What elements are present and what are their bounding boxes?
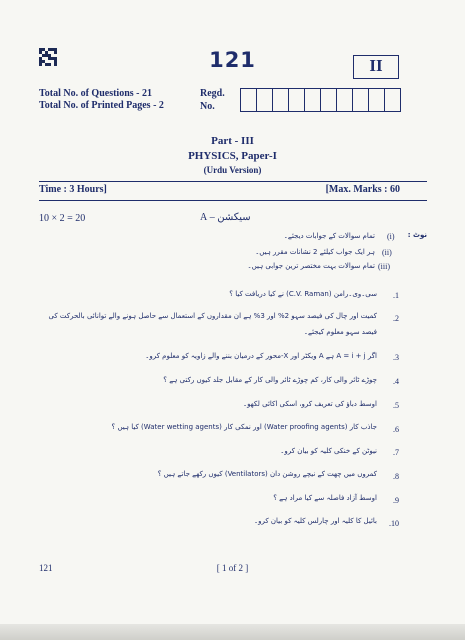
regd-digit-box[interactable] [368,88,385,112]
regd-number-boxes[interactable] [241,88,401,112]
question-text: اگر A = i + j ہے A ویکٹر اور X-محور کے درمیان بننے والے زاویہ کو معلوم کرو۔ [145,352,377,360]
question-number: .4 [393,377,399,386]
paper-number-box [353,55,399,79]
note-text: تمام سوالات کے جوابات دیجئے۔ [283,232,375,240]
page-number: [ 1 of 2 ] [216,563,249,573]
footer-code: 121 [39,563,53,573]
question-number: .2 [393,314,399,323]
question-text: چوڑے ٹائر والی کار، کم چوڑے ٹائر والی کار کے مقابل جلد کیوں رکتی ہے ؟ [163,376,377,384]
regd-digit-box[interactable] [336,88,353,112]
regd-digit-box[interactable] [288,88,305,112]
question-text: فیصد سہو معلوم کیجئے۔ [303,328,377,336]
question-number: .5 [393,401,399,410]
paper-code: 121 [209,48,256,72]
regd-digit-box[interactable] [304,88,321,112]
question-number: .7 [393,448,399,457]
question-number: .10 [389,519,399,528]
bottom-rule [39,200,427,201]
regd-digit-box[interactable] [320,88,337,112]
regd-digit-box[interactable] [256,88,273,112]
top-rule [39,181,427,182]
question-number: .6 [393,425,399,434]
question-text: سی۔وی۔رامن (C.V. Raman) نے کیا دریافت کیا ؟ [229,290,377,298]
question-text: اوسط دباؤ کی تعریف کرو، اسکی اکائی لکھو۔ [242,400,377,408]
question-number: .3 [393,353,399,362]
version-title: (Urdu Version) [203,165,262,175]
question-text: جاذب کار (Water proofing agents) اور نمکی کار (Water wetting agents) کیا ہیں ؟ [111,423,377,431]
note-num: (i) [387,232,395,241]
question-text: نیوٹن کے خنکی کلیہ کو بیان کرو۔ [280,447,377,455]
subject-title: PHYSICS, Paper-I [188,150,277,162]
note-label: نوٹ : [407,231,427,239]
section-label: سیکشن – A [200,212,251,223]
max-marks: [Max. Marks : 60 [325,184,400,195]
question-text: کمیت اور چال کی فیصد سہو 2% اور 3% ہے ان مقداروں کے استعمال سے حاصل ہونے والے توانائی بالحرکت کی [48,312,377,320]
question-number: .8 [393,472,399,481]
regd-label-block [200,87,225,113]
note-text: ہر ایک جواب کیلئے 2 نشانات مقرر ہیں۔ [255,248,375,256]
note-text: تمام سوالات بہت مختصر ترین جوابی ہیں۔ [247,262,375,270]
regd-no-label: No. [200,101,215,112]
question-text: اوسط آزاد فاصلہ سے کیا مراد ہے ؟ [273,494,377,502]
total-pages: Total No. of Printed Pages - 2 [39,100,164,111]
regd-digit-box[interactable] [240,88,257,112]
paper-meta [39,88,164,112]
question-number: .1 [393,291,399,300]
question-number: .9 [393,496,399,505]
regd-digit-box[interactable] [272,88,289,112]
regd-digit-box[interactable] [352,88,369,112]
part-title: Part - III [211,135,254,147]
note-num: (iii) [378,262,390,271]
total-questions: Total No. of Questions - 21 [39,88,152,99]
note-num: (ii) [382,248,392,257]
section-marks: 10 × 2 = 20 [39,213,86,224]
regd-digit-box[interactable] [384,88,401,112]
exam-time: Time : 3 Hours] [39,184,107,195]
regd-label: Regd. [200,88,225,99]
question-text: بائیل کا کلیہ اور چارلس کلیہ کو بیان کرو۔ [254,517,377,525]
question-text: کمروں میں چھت کے نیچے روشن دان (Ventilators) کیوں رکھے جاتے ہیں ؟ [157,470,377,478]
paper-number: II [369,56,383,75]
